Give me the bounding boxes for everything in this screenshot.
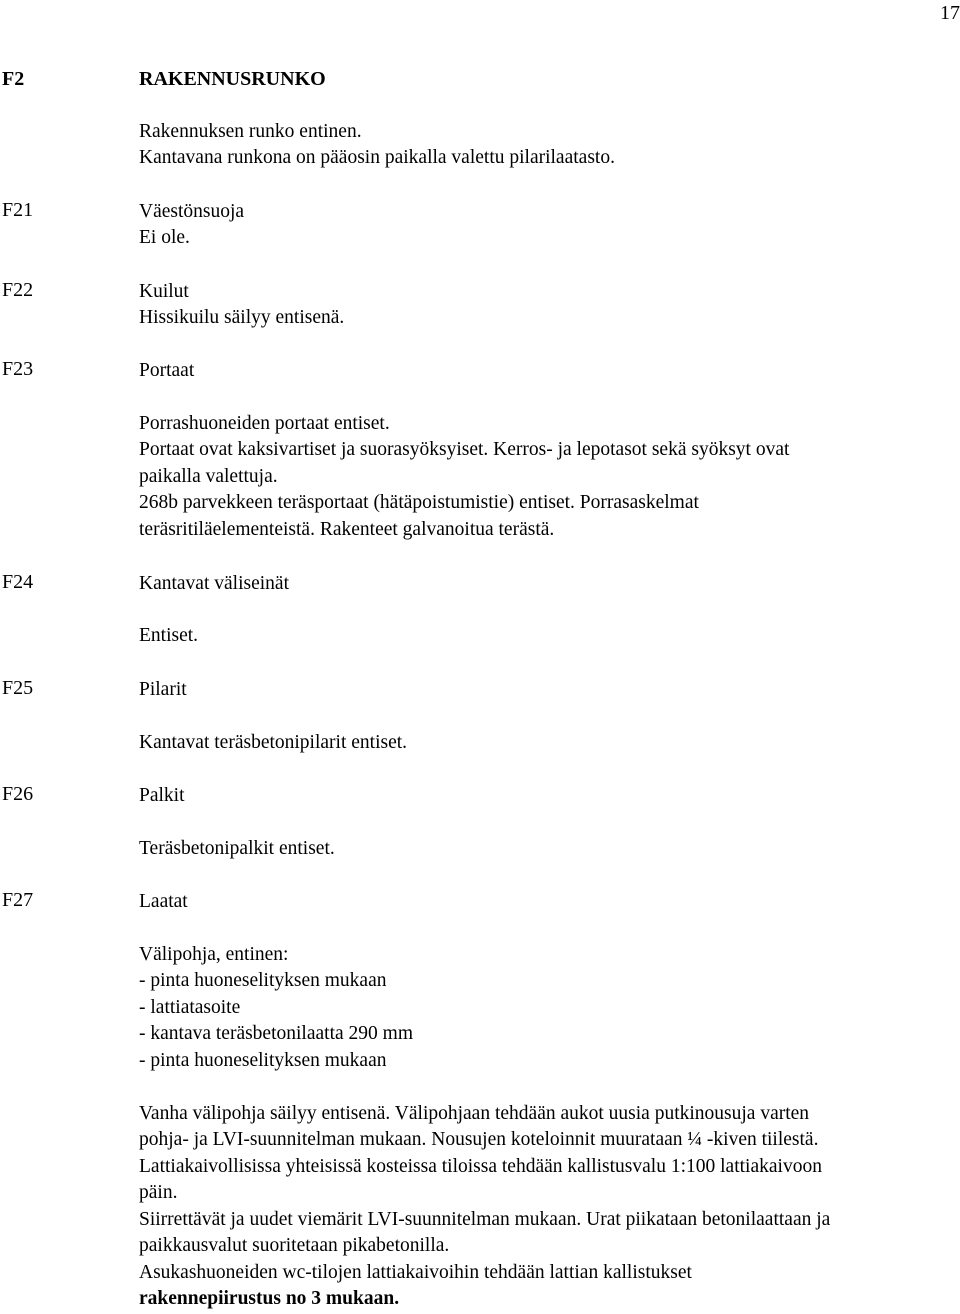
list-item: - kantava teräsbetonilaatta 290 mm: [139, 1023, 413, 1044]
section-code: F26: [2, 783, 34, 805]
body-line: Portaat ovat kaksivartiset ja suorasyöksyiset. Kerros- ja lepotasot sekä syöksyt ovat: [139, 439, 790, 460]
body-line: Siirrettävät ja uudet viemärit LVI-suunnitelman mukaan. Urat piikataan betonilaattaan ja: [139, 1209, 831, 1230]
body-line: teräsritiläelementeistä. Rakenteet galvanoitua terästä.: [139, 519, 555, 540]
body-line: 268b parvekkeen teräsportaat (hätäpoistumistie) entiset. Porrasaskelmat: [139, 492, 699, 513]
body-line-bold: rakennepiirustus no 3 mukaan.: [139, 1288, 400, 1309]
section-code: F22: [2, 279, 34, 301]
section-title: Kuilut: [139, 281, 189, 302]
body-line: Porrashuoneiden portaat entiset.: [139, 413, 390, 434]
section-code: F24: [2, 571, 34, 593]
section-code: F23: [2, 358, 34, 380]
section-code: F21: [2, 199, 34, 221]
body-line: Entiset.: [139, 625, 199, 646]
body-line: Asukashuoneiden wc-tilojen lattiakaivoihin tehdään lattian kallistukset: [139, 1262, 692, 1283]
section-title: Portaat: [139, 360, 195, 381]
section-title: Pilarit: [139, 679, 187, 700]
body-line: Vanha välipohja säilyy entisenä. Välipohjaan tehdään aukot uusia putkinousuja varten: [139, 1103, 810, 1124]
section-title: Palkit: [139, 785, 185, 806]
body-line: päin.: [139, 1182, 178, 1203]
section-code: F2: [2, 68, 25, 90]
section-code: F25: [2, 677, 34, 699]
body-line: paikalla valettuja.: [139, 466, 278, 487]
section-title: Väestönsuoja: [139, 201, 245, 222]
body-line: Hissikuilu säilyy entisenä.: [139, 307, 345, 328]
body-line: Kantavana runkona on pääosin paikalla valettu pilarilaatasto.: [139, 147, 615, 168]
body-line: Teräsbetonipalkit entiset.: [139, 838, 335, 859]
body-line: Lattiakaivollisissa yhteisissä kosteissa tiloissa tehdään kallistusvalu 1:100 lattiakaivoon: [139, 1156, 822, 1177]
section-title: Kantavat väliseinät: [139, 573, 289, 594]
section-heading: RAKENNUSRUNKO: [139, 68, 326, 90]
list-item: - lattiatasoite: [139, 997, 241, 1018]
body-line: Kantavat teräsbetonipilarit entiset.: [139, 732, 408, 753]
list-item: - pinta huoneselityksen mukaan: [139, 970, 387, 991]
body-line: Ei ole.: [139, 227, 190, 248]
section-title: Laatat: [139, 891, 188, 912]
body-line: pohja- ja LVI-suunnitelman mukaan. Nousujen koteloinnit muurataan ¼ -kiven tiilestä.: [139, 1129, 819, 1150]
body-line: Välipohja, entinen:: [139, 944, 289, 965]
body-line: paikkausvalut suoritetaan pikabetonilla.: [139, 1235, 450, 1256]
section-code: F27: [2, 889, 34, 911]
page-number: 17: [940, 2, 960, 24]
body-line: Rakennuksen runko entinen.: [139, 121, 362, 142]
list-item: - pinta huoneselityksen mukaan: [139, 1050, 387, 1071]
